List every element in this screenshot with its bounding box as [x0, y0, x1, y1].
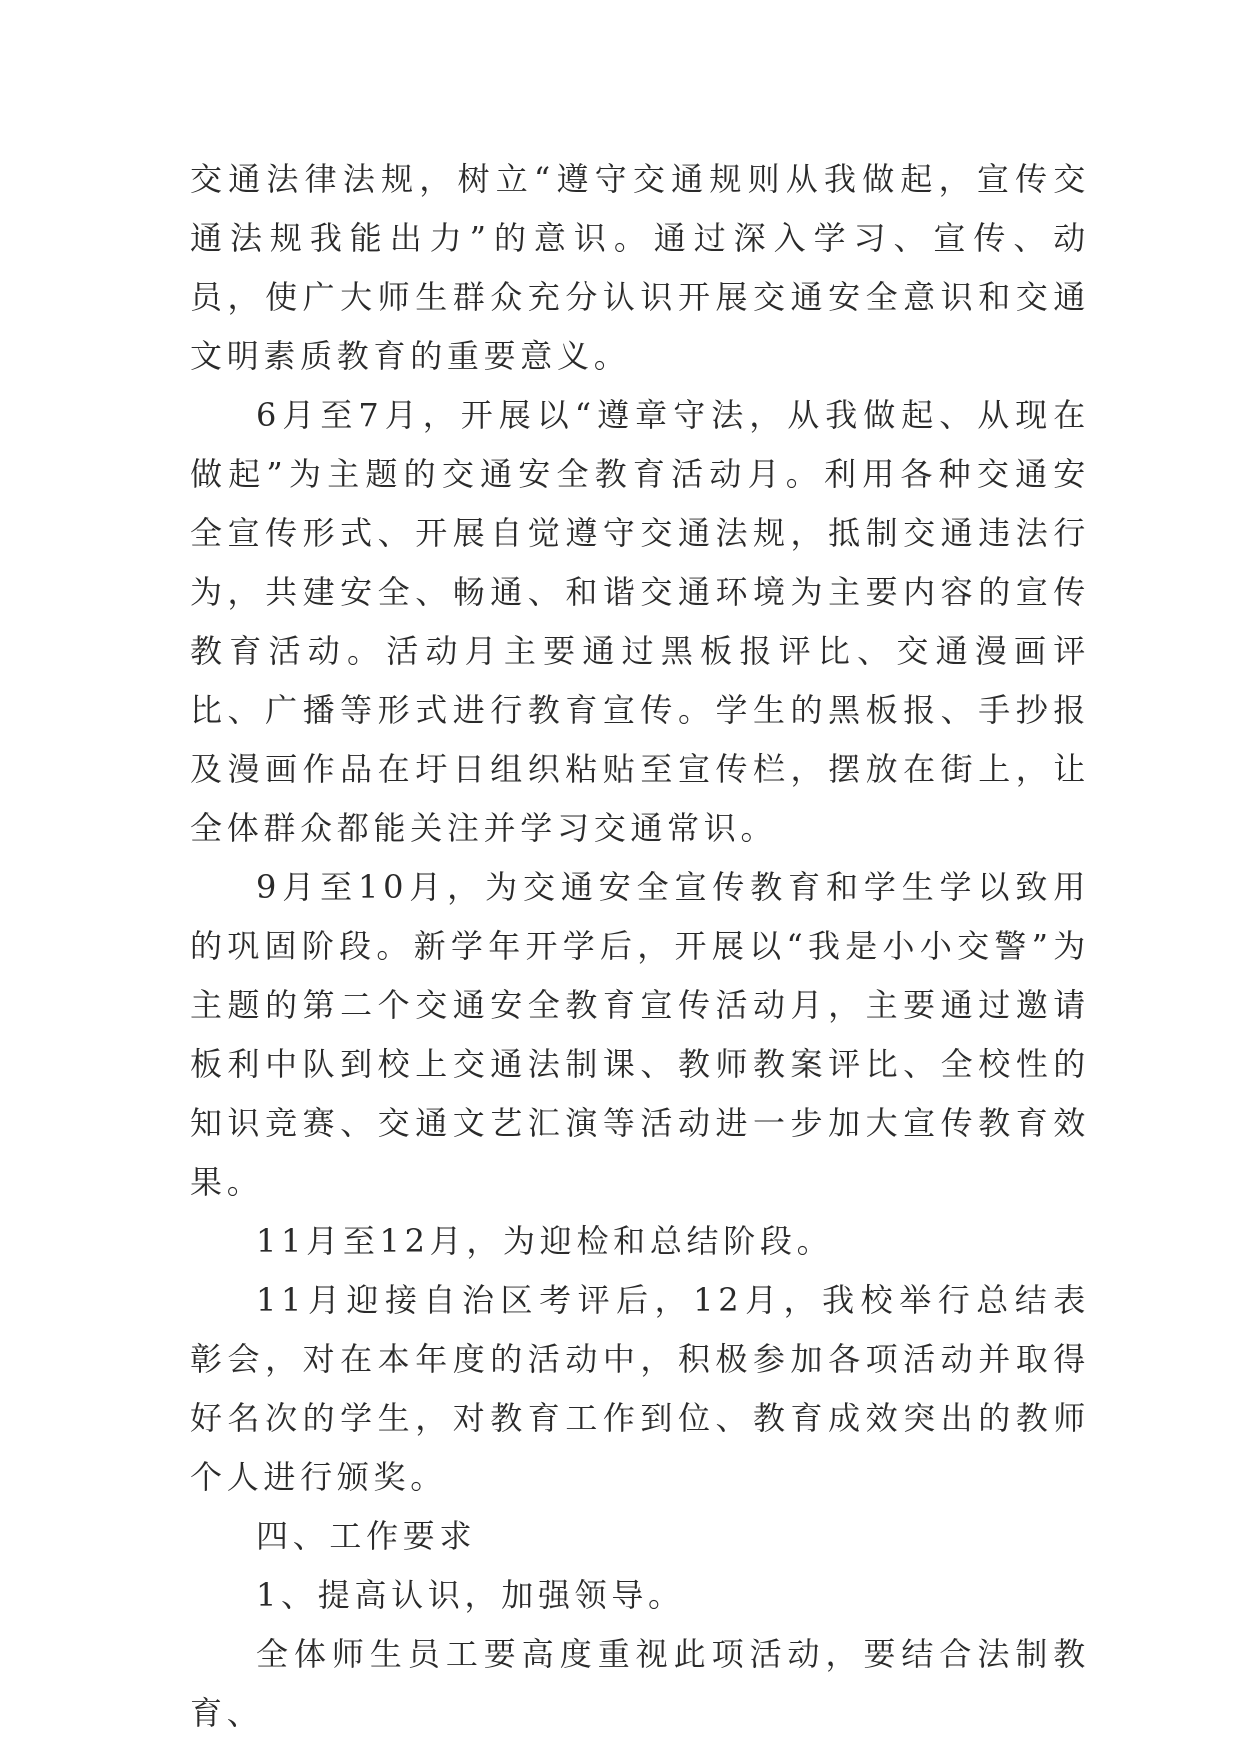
paragraph-1: 交通法律法规，树立“遵守交通规则从我做起，宣传交通法规我能出力”的意识。通过深入学习、宣传、动员，使广大师生群众充分认识开展交通安全意识和交通文明素质教育的重要意义。 [190, 160, 1090, 375]
section-heading-requirements: 四、工作要求 [256, 1517, 477, 1555]
paragraph-4: 11月至12月，为迎检和总结阶段。 [256, 1222, 834, 1260]
paragraph-3: 9月至10月，为交通安全宣传教育和学生学以致用的巩固阶段。新学年开学后，开展以“我是小小交警”为主题的第二个交通安全教育宣传活动月，主要通过邀请板利中队到校上交通法制课、教师教案评比、全校性的知识竞赛、交通文艺汇演等活动进一步加大宣传教育效果。 [190, 868, 1090, 1201]
paragraph-2: 6月至7月，开展以“遵章守法，从我做起、从现在做起”为主题的交通安全教育活动月。利用各种交通安全宣传形式、开展自觉遵守交通法规，抵制交通违法行为，共建安全、畅通、和谐交通环境为主要内容的宣传教育活动。活动月主要通过黑板报评比、交通漫画评比、广播等形式进行教育宣传。学生的黑板报、手抄报及漫画作品在圩日组织粘贴至宣传栏，摆放在街上，让全体群众都能关注并学习交通常识。 [190, 396, 1090, 847]
subheading-1: 1、提高认识，加强领导。 [256, 1576, 685, 1614]
paragraph-8: 全体师生员工要高度重视此项活动，要结合法制教育、 [190, 1635, 1090, 1732]
document-body [190, 150, 1090, 1743]
paragraph-5: 11月迎接自治区考评后，12月，我校举行总结表彰会，对在本年度的活动中，积极参加各项活动并取得好名次的学生，对教育工作到位、教育成效突出的教师个人进行颁奖。 [190, 1281, 1090, 1496]
